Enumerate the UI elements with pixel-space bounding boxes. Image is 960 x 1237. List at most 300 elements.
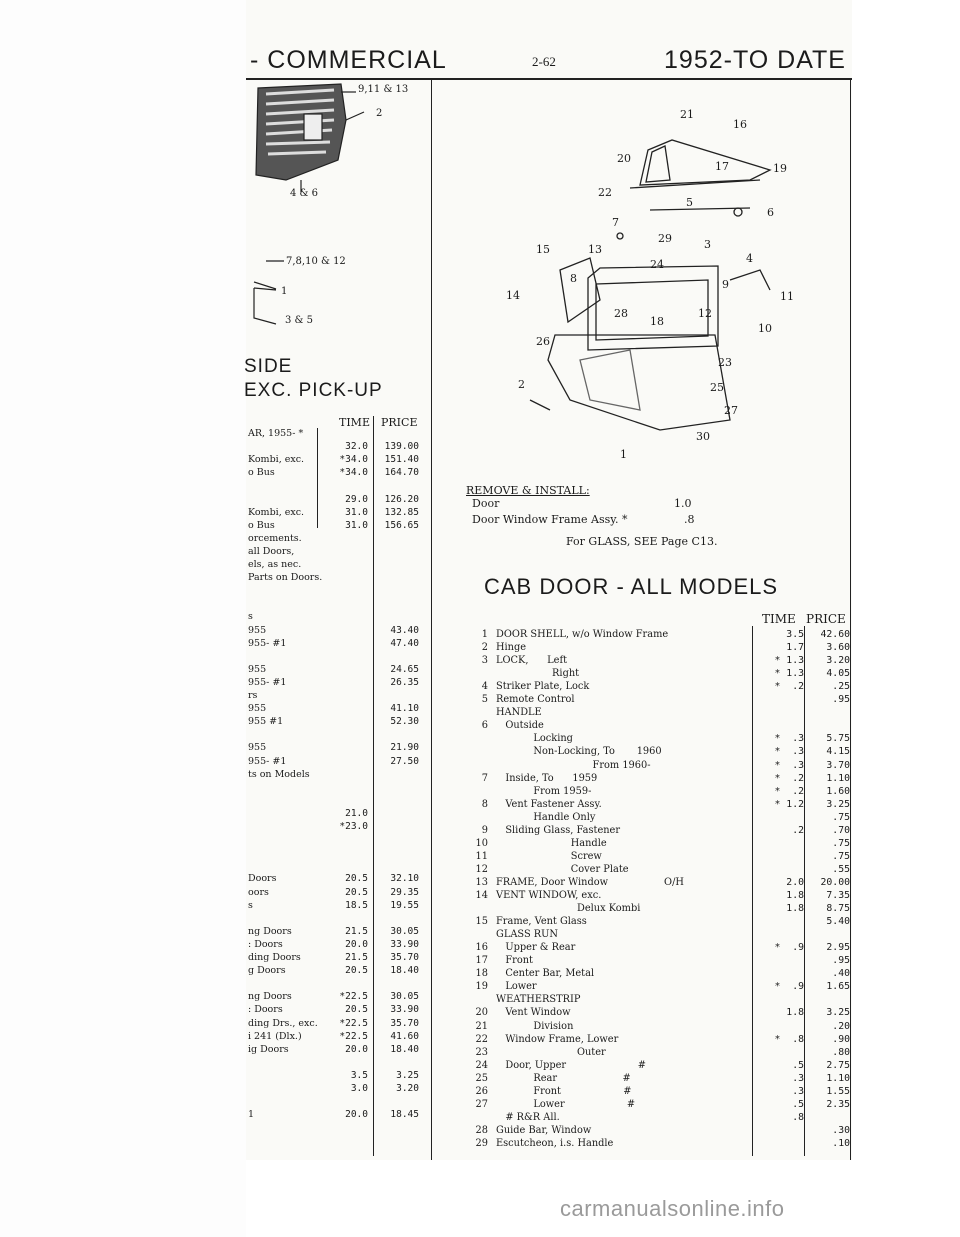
row-price: 3.20 (396, 1083, 419, 1094)
row-price: 21.90 (390, 742, 419, 754)
left-table-row (246, 795, 421, 808)
cab-door-row (466, 825, 852, 838)
left-table-row (246, 1070, 421, 1083)
row-price: .20 (832, 1020, 850, 1032)
row-number: 6 (481, 720, 488, 732)
left-table-row (246, 454, 421, 467)
left-table-row (246, 1096, 421, 1109)
row-price: 7.35 (826, 890, 850, 901)
diagram-callout: 25 (710, 381, 724, 394)
left-table-row (246, 428, 421, 441)
left-table-row (246, 847, 421, 860)
row-description: From 1960- (496, 759, 651, 771)
row-number: 28 (475, 1124, 488, 1136)
diagram-callout: 5 (686, 196, 693, 209)
diagram-callout: 20 (617, 152, 631, 165)
row-price: 32.10 (390, 873, 419, 885)
left-table-row (246, 769, 421, 782)
row-time: 20.0 (345, 1043, 368, 1055)
row-price: 2.35 (826, 1098, 850, 1110)
column-divider (431, 80, 432, 1160)
row-description: ding Drs., exc. (248, 1017, 318, 1029)
diagram-callout: 29 (658, 232, 672, 245)
remove-door-value: 1.0 (674, 497, 692, 510)
cab-door-row (466, 812, 852, 825)
row-price: .75 (832, 850, 850, 862)
row-price: 26.35 (390, 676, 419, 688)
row-time: 20.0 (345, 1109, 368, 1121)
row-description: Locking (496, 733, 573, 745)
row-description: 955 #1 (248, 716, 284, 728)
row-price: 3.70 (826, 759, 850, 771)
cab-door-row (466, 786, 852, 799)
row-price: 5.75 (826, 733, 850, 745)
diagram-callout: 16 (733, 118, 747, 131)
row-description: : Doors (248, 938, 283, 950)
row-description: Outside (496, 720, 544, 732)
diagram-callout: 6 (767, 206, 774, 219)
row-price: .70 (832, 824, 850, 836)
row-time: 3.5 (786, 629, 804, 640)
left-table-row (246, 873, 421, 886)
row-description: Outer (496, 1046, 606, 1058)
row-description: Center Bar, Metal (496, 968, 595, 980)
cab-door-row (466, 916, 852, 929)
row-price: 1.10 (826, 1072, 850, 1084)
row-description: VENT WINDOW, exc. (496, 890, 602, 901)
left-table-row (246, 756, 421, 769)
remove-install-title: REMOVE & INSTALL: (466, 484, 590, 497)
row-time: 20.5 (345, 965, 368, 977)
row-time: 18.5 (345, 899, 368, 911)
cab-door-row (466, 681, 852, 694)
left-table-row (246, 1031, 421, 1044)
row-number: 10 (475, 837, 488, 849)
cab-door-row (466, 1007, 852, 1020)
row-time: 20.5 (345, 1004, 368, 1016)
row-description: ig Doors (248, 1043, 289, 1055)
left-table-row (246, 625, 421, 638)
diagram-callout: 24 (650, 258, 664, 271)
row-price: 41.60 (390, 1030, 419, 1042)
row-description: 955- #1 (248, 637, 287, 649)
cab-door-row (466, 864, 852, 877)
row-description: Delux Kombi (496, 903, 641, 915)
page-number: 2-62 (532, 54, 556, 69)
cab-door-row (466, 799, 852, 812)
left-table-row (246, 598, 421, 611)
row-price: .25 (832, 681, 850, 693)
cab-door-row (466, 629, 852, 642)
row-number: 13 (475, 876, 488, 888)
row-description: FRAME, Door Window O/H (496, 876, 684, 888)
row-time: 1.8 (786, 903, 804, 915)
left-table-row (246, 887, 421, 900)
row-description: : Doors (248, 1004, 283, 1016)
left-table-row (246, 611, 421, 624)
left-table-row (246, 520, 421, 533)
row-price: 18.40 (390, 1043, 419, 1055)
row-time: .3 (792, 1072, 804, 1084)
row-number: 17 (475, 955, 488, 967)
row-description: orcements. (248, 532, 302, 544)
row-description: Screw (496, 850, 602, 862)
cab-door-row (466, 981, 852, 994)
diagram-callout: 11 (780, 290, 794, 303)
row-description: 955- #1 (248, 676, 287, 688)
row-price: 19.55 (390, 899, 419, 911)
row-time: 3.5 (350, 1069, 368, 1081)
row-number: 25 (475, 1072, 488, 1084)
diagram-callout: 15 (536, 243, 550, 256)
row-time: *22.5 (339, 1017, 368, 1029)
left-table-row (246, 782, 421, 795)
row-price: 126.20 (384, 493, 419, 505)
diagram-callout: 26 (536, 335, 550, 348)
row-time: 32.0 (345, 441, 368, 453)
left-table-row (246, 834, 421, 847)
row-price: 8.75 (826, 903, 850, 915)
row-price: 151.40 (384, 454, 419, 466)
cab-door-row (466, 890, 852, 903)
row-number: 18 (475, 968, 488, 980)
left-table-row (246, 651, 421, 664)
left-section-title-1: SIDE (244, 356, 293, 377)
left-table-row (246, 690, 421, 703)
diagram-callout: 30 (696, 430, 710, 443)
row-description: Right (496, 668, 580, 680)
left-table-row (246, 926, 421, 939)
cab-door-row (466, 838, 852, 851)
row-description: Handle Only (496, 811, 596, 823)
left-table-row (246, 1004, 421, 1017)
row-time: * 1.3 (774, 655, 804, 667)
cab-door-row (466, 1073, 852, 1086)
row-description: Rear # (496, 1072, 631, 1084)
diagram-callout: 3 (704, 238, 711, 251)
cab-door-row (466, 1021, 852, 1034)
row-price: .95 (832, 694, 850, 706)
cab-door-row (466, 929, 852, 942)
row-number: 24 (475, 1059, 488, 1071)
diagram-callout: 13 (588, 243, 602, 256)
row-price: 30.05 (390, 991, 419, 1003)
cab-door-diagram (460, 100, 830, 460)
row-description: Striker Plate, Lock (496, 681, 590, 693)
row-description: Doors (248, 873, 277, 885)
row-price: 5.40 (826, 916, 850, 928)
diagram-label: 3 & 5 (285, 315, 313, 326)
row-description: o Bus (248, 467, 275, 479)
row-description: LOCK, Left (496, 655, 568, 667)
row-description: 955 (248, 624, 267, 636)
row-number: 27 (475, 1098, 488, 1110)
cab-door-row (466, 968, 852, 981)
row-description: Sliding Glass, Fastener (496, 824, 621, 836)
row-time: 29.0 (345, 493, 368, 505)
right-col-time: TIME (762, 612, 796, 626)
row-description: AR, 1955- * (248, 428, 304, 439)
diagram-callout: 23 (718, 356, 732, 369)
row-description: From 1959- (496, 785, 592, 797)
diagram-label: 4 & 6 (290, 188, 318, 199)
row-price: 2.95 (826, 942, 850, 954)
cab-door-row (466, 955, 852, 968)
row-time: 31.0 (345, 506, 368, 518)
row-price: 1.65 (826, 981, 850, 993)
row-price: 3.25 (826, 798, 850, 810)
row-description: ts on Models (248, 768, 310, 780)
row-price: .75 (832, 811, 850, 823)
row-number: 9 (481, 824, 488, 836)
cab-door-row (466, 655, 852, 668)
row-description: Guide Bar, Window (496, 1124, 592, 1136)
row-description: Front # (496, 1085, 632, 1097)
row-price: 4.15 (826, 746, 850, 758)
right-col-price: PRICE (806, 612, 846, 626)
row-time: 21.5 (345, 925, 368, 937)
row-description: # R&R All. (496, 1111, 560, 1123)
row-number: 11 (475, 850, 488, 862)
cab-door-row (466, 851, 852, 864)
row-description: HANDLE (496, 707, 542, 719)
row-description: Door, Upper # (496, 1059, 646, 1071)
left-table-row (246, 900, 421, 913)
left-table-row (246, 585, 421, 598)
row-time: * .2 (774, 785, 804, 797)
row-price: 43.40 (390, 624, 419, 636)
row-number: 12 (475, 863, 488, 875)
left-table-row (246, 952, 421, 965)
row-time: * .8 (774, 1033, 804, 1045)
row-price: .40 (832, 968, 850, 980)
left-table-row (246, 821, 421, 834)
row-price: 2.75 (826, 1059, 850, 1071)
row-price: 33.90 (390, 938, 419, 950)
left-panel-diagram (246, 80, 431, 350)
diagram-callout: 27 (724, 404, 738, 417)
row-price: .90 (832, 1033, 850, 1045)
left-table-row (246, 494, 421, 507)
remove-frame-label: Door Window Frame Assy. * (472, 513, 628, 526)
cab-door-row (466, 733, 852, 746)
row-time: .3 (792, 1085, 804, 1097)
row-price: 33.90 (390, 1004, 419, 1016)
diagram-callout: 9 (722, 278, 729, 291)
row-price: 52.30 (390, 716, 419, 728)
cab-door-row (466, 903, 852, 916)
cab-door-row (466, 1138, 852, 1151)
left-table-row (246, 507, 421, 520)
remove-install-block (466, 484, 846, 548)
row-description: s (248, 899, 253, 911)
cab-door-row (466, 994, 852, 1007)
diagram-callout: 19 (773, 162, 787, 175)
row-description: Remote Control (496, 694, 575, 706)
row-price: 27.50 (390, 755, 419, 767)
row-description: Hinge (496, 642, 527, 654)
row-time: 1.8 (786, 1007, 804, 1019)
row-number: 15 (475, 916, 488, 928)
row-time: 1.7 (786, 642, 804, 654)
cab-door-row (466, 1034, 852, 1047)
row-time: .5 (792, 1098, 804, 1110)
left-table-row (246, 638, 421, 651)
row-description: 955 (248, 742, 267, 754)
row-description: Front (496, 955, 533, 967)
cab-door-row (466, 642, 852, 655)
cab-door-row (466, 760, 852, 773)
row-price: 35.70 (390, 1017, 419, 1029)
row-price: 139.00 (384, 441, 419, 453)
row-price: 3.20 (826, 655, 850, 667)
diagram-callout: 18 (650, 315, 664, 328)
row-time: * .2 (774, 681, 804, 693)
row-price: 3.25 (826, 1007, 850, 1019)
left-table-row (246, 467, 421, 480)
left-table-row (246, 913, 421, 926)
row-time: * .3 (774, 759, 804, 771)
cab-door-row (466, 877, 852, 890)
diagram-callout: 17 (715, 160, 729, 173)
row-time: .5 (792, 1059, 804, 1071)
row-price: 3.60 (826, 642, 850, 654)
row-price: .55 (832, 863, 850, 875)
row-description: ng Doors (248, 925, 292, 937)
row-description: Division (496, 1020, 574, 1032)
row-description: Lower # (496, 1098, 636, 1110)
diagram-callout: 21 (680, 108, 694, 121)
row-time: * .3 (774, 746, 804, 758)
row-description: Non-Locking, To 1960 (496, 746, 662, 758)
row-description: DOOR SHELL, w/o Window Frame (496, 629, 669, 640)
cab-door-row (466, 668, 852, 681)
diagram-callout: 22 (598, 186, 612, 199)
row-price: .30 (832, 1124, 850, 1136)
row-number: 22 (475, 1033, 488, 1045)
left-table-row (246, 716, 421, 729)
row-description: Frame, Vent Glass (496, 916, 587, 928)
diagram-label: 7,8,10 & 12 (286, 256, 346, 267)
row-time: 21.0 (345, 807, 368, 819)
row-time: 1.8 (786, 890, 804, 901)
left-table-row (246, 480, 421, 493)
cab-door-row (466, 1112, 852, 1125)
diagram-callout: 7 (612, 216, 619, 229)
left-table-row (246, 742, 421, 755)
row-description: g Doors (248, 965, 286, 977)
row-number: 8 (481, 798, 488, 810)
row-description: Handle (496, 837, 607, 849)
diagram-callout: 14 (506, 289, 520, 302)
row-description: ng Doors (248, 991, 292, 1003)
diagram-label: 9,11 & 13 (358, 84, 409, 95)
row-price: 18.40 (390, 965, 419, 977)
row-price: 1.60 (826, 785, 850, 797)
left-table-row (246, 978, 421, 991)
row-time: * .2 (774, 772, 804, 784)
cab-door-row (466, 942, 852, 955)
row-time: 20.0 (345, 938, 368, 950)
row-time: .2 (792, 824, 804, 836)
left-table-row (246, 1109, 421, 1122)
cab-door-row (466, 1047, 852, 1060)
diagram-callout: 28 (614, 307, 628, 320)
row-description: Upper & Rear (496, 942, 576, 954)
row-price: 1.55 (826, 1085, 850, 1097)
row-time: *22.5 (339, 1030, 368, 1042)
row-description: Lower (496, 981, 537, 993)
remove-door-label: Door (472, 497, 500, 510)
row-price: .80 (832, 1046, 850, 1058)
row-time: 2.0 (786, 876, 804, 888)
row-price: 41.10 (390, 703, 419, 715)
row-time: * .9 (774, 981, 804, 993)
cab-door-row (466, 707, 852, 720)
row-time: * 1.2 (774, 798, 804, 810)
row-time: * .3 (774, 733, 804, 745)
row-time: * .9 (774, 942, 804, 954)
row-price: 24.65 (390, 663, 419, 675)
left-table-row (246, 703, 421, 716)
row-description: 955- #1 (248, 755, 287, 767)
row-description: 955 (248, 703, 267, 715)
row-description: WEATHERSTRIP (496, 994, 581, 1006)
left-table-row (246, 965, 421, 978)
row-number: 29 (475, 1137, 488, 1149)
row-description: Vent Fastener Assy. (496, 798, 602, 810)
cab-door-row (466, 746, 852, 759)
row-price: 132.85 (384, 506, 419, 518)
row-price: 4.05 (826, 668, 850, 680)
left-table-row (246, 664, 421, 677)
left-section-title-2: EXC. PICK-UP (244, 380, 383, 401)
row-number: 26 (475, 1085, 488, 1097)
left-table-row (246, 808, 421, 821)
row-price: 20.00 (820, 876, 850, 888)
left-table-row (246, 546, 421, 559)
row-time: *34.0 (339, 467, 368, 479)
row-description: rs (248, 690, 258, 701)
row-time: 21.5 (345, 952, 368, 963)
row-number: 7 (481, 772, 488, 784)
row-price: .10 (832, 1137, 850, 1149)
row-price: 156.65 (384, 519, 419, 531)
right-section-title: CAB DOOR - ALL MODELS (484, 574, 779, 599)
page-header (246, 46, 852, 78)
row-number: 14 (475, 890, 488, 901)
diagram-callout: 10 (758, 322, 772, 335)
row-description: Kombi, exc. (248, 454, 305, 466)
glass-note: For GLASS, SEE Page C13. (566, 535, 718, 548)
header-left-title: - COMMERCIAL (250, 46, 447, 74)
row-description: Inside, To 1959 (496, 772, 598, 784)
remove-frame-value: .8 (684, 513, 695, 526)
diagram-label: 1 (281, 286, 288, 297)
left-table-row (246, 1083, 421, 1096)
row-price: 18.45 (390, 1109, 419, 1121)
diagram-callout: 1 (620, 448, 627, 461)
watermark: carmanualsonline.info (560, 1196, 785, 1221)
row-price: .75 (832, 837, 850, 849)
row-description: Parts on Doors. (248, 572, 323, 584)
row-time: *34.0 (339, 454, 368, 466)
cab-door-row (466, 773, 852, 786)
row-description: GLASS RUN (496, 929, 558, 941)
row-price: 35.70 (390, 952, 419, 963)
row-number: 2 (481, 642, 488, 654)
row-number: 21 (475, 1020, 488, 1032)
